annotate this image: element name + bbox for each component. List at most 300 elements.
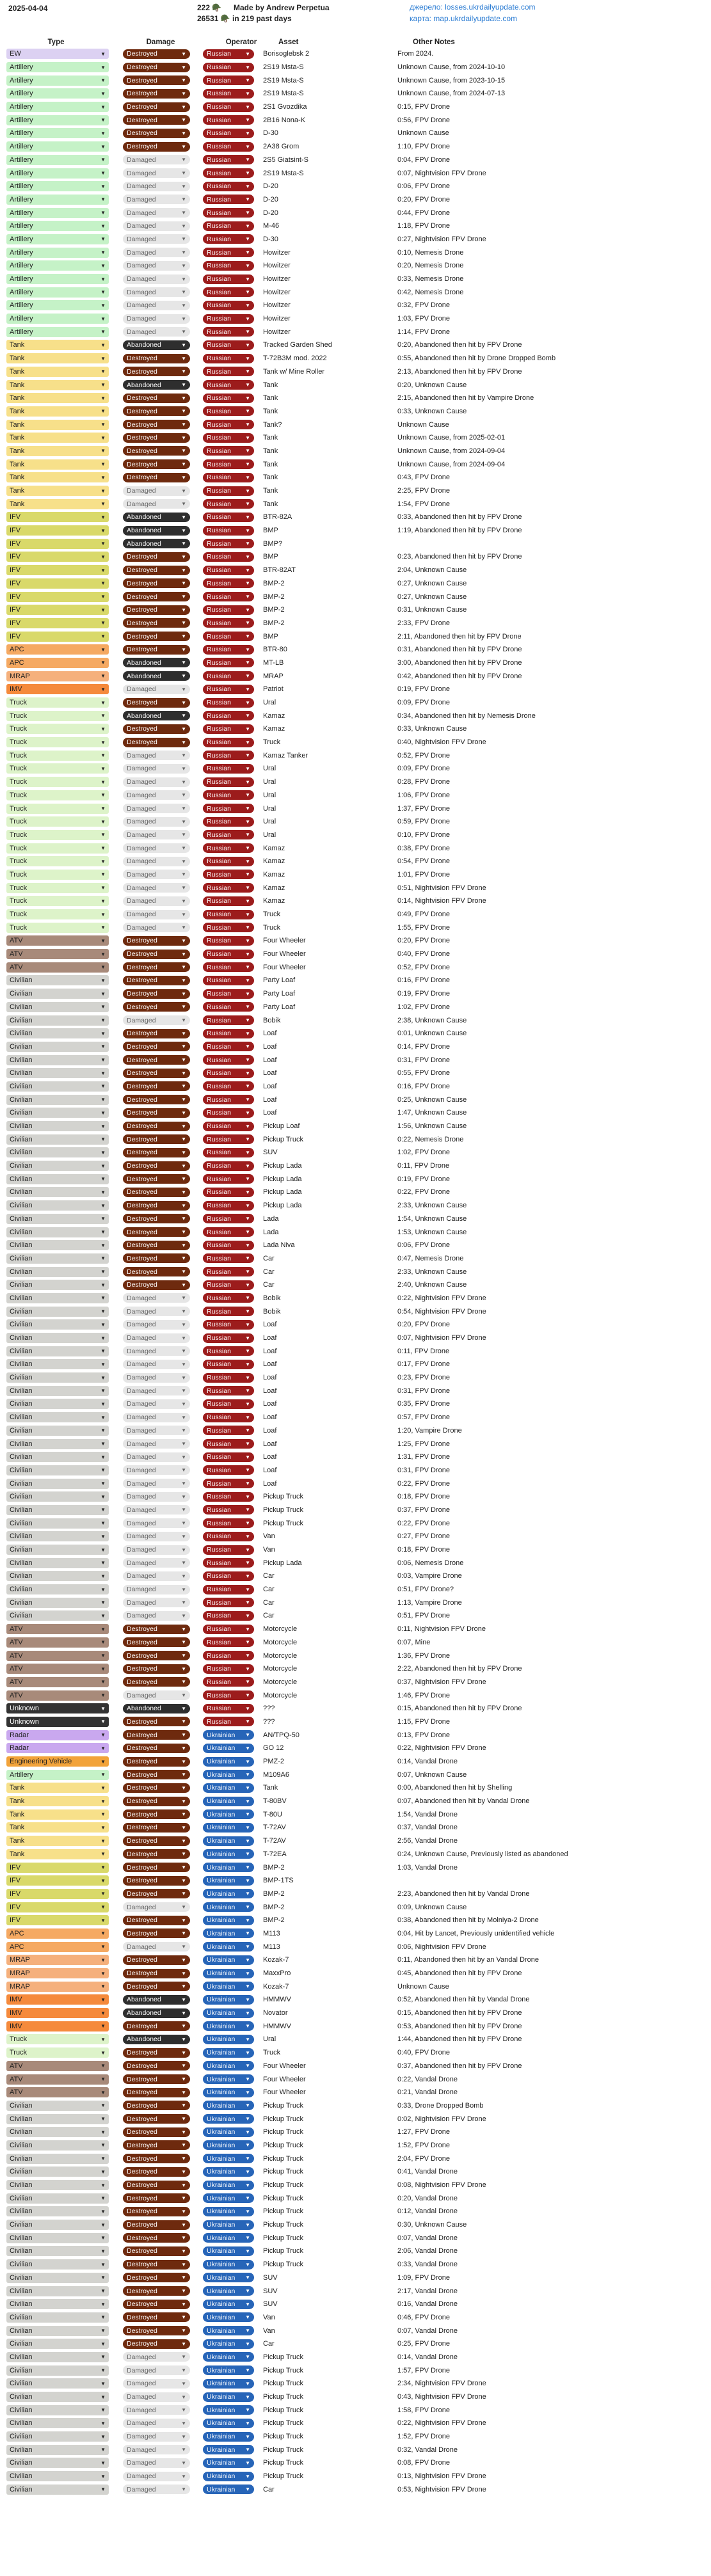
type-select[interactable] [6,2365,109,2376]
damage-select[interactable] [123,764,190,774]
damage-select[interactable] [123,2127,190,2137]
damage-select[interactable] [123,1664,190,1674]
operator-select[interactable] [203,1889,254,1898]
type-select[interactable] [6,856,109,866]
operator-select[interactable] [203,2312,254,2322]
damage-select[interactable] [123,1902,190,1912]
operator-select[interactable] [203,155,254,164]
operator-select[interactable] [203,1413,254,1422]
type-select[interactable] [6,1439,109,1449]
operator-select[interactable] [203,724,254,734]
damage-select[interactable] [123,354,190,363]
operator-select[interactable] [203,2167,254,2177]
damage-select[interactable] [123,1081,190,1091]
type-select[interactable] [6,1928,109,1939]
type-select[interactable] [6,2167,109,2177]
operator-select[interactable] [203,1307,254,1316]
operator-select[interactable] [203,962,254,972]
type-select[interactable] [6,1756,109,1767]
operator-select[interactable] [203,2300,254,2309]
operator-select[interactable] [203,843,254,853]
damage-select[interactable] [123,2061,190,2071]
operator-select[interactable] [203,2154,254,2163]
operator-select[interactable] [203,2246,254,2256]
operator-select[interactable] [203,1571,254,1581]
damage-select[interactable] [123,1995,190,2005]
operator-select[interactable] [203,2405,254,2415]
type-select[interactable] [6,1610,109,1621]
type-select[interactable] [6,1571,109,1581]
type-select[interactable] [6,393,109,403]
operator-select[interactable] [203,1201,254,1211]
type-select[interactable] [6,2339,109,2349]
damage-select[interactable] [123,2379,190,2389]
type-select[interactable] [6,1875,109,1886]
operator-select[interactable] [203,870,254,879]
damage-select[interactable] [123,2458,190,2468]
damage-select[interactable] [123,301,190,310]
type-select[interactable] [6,2286,109,2296]
operator-select[interactable] [203,1532,254,1541]
type-select[interactable] [6,935,109,946]
operator-select[interactable] [203,1081,254,1091]
damage-select[interactable] [123,1545,190,1555]
operator-select[interactable] [203,49,254,59]
damage-select[interactable] [123,2088,190,2097]
damage-select[interactable] [123,618,190,628]
operator-select[interactable] [203,1134,254,1144]
damage-select[interactable] [123,459,190,469]
type-select[interactable] [6,1200,109,1211]
damage-select[interactable] [123,248,190,257]
damage-select[interactable] [123,883,190,893]
type-select[interactable] [6,141,109,152]
damage-select[interactable] [123,1002,190,1012]
type-select[interactable] [6,1690,109,1701]
type-select[interactable] [6,1849,109,1859]
type-select[interactable] [6,962,109,973]
type-select[interactable] [6,1584,109,1594]
damage-select[interactable] [123,1174,190,1184]
type-select[interactable] [6,1002,109,1012]
damage-select[interactable] [123,1969,190,1978]
type-select[interactable] [6,1452,109,1462]
operator-select[interactable] [203,1426,254,1435]
type-select[interactable] [6,1505,109,1515]
type-select[interactable] [6,2378,109,2389]
operator-select[interactable] [203,910,254,919]
type-select[interactable] [6,1187,109,1197]
type-select[interactable] [6,1982,109,1992]
damage-select[interactable] [123,1293,190,1303]
damage-select[interactable] [123,711,190,720]
damage-select[interactable] [123,234,190,244]
damage-select[interactable] [123,2167,190,2177]
damage-select[interactable] [123,2432,190,2442]
operator-select[interactable] [203,685,254,694]
damage-select[interactable] [123,314,190,324]
type-select[interactable] [6,632,109,642]
type-select[interactable] [6,1465,109,1475]
type-select[interactable] [6,1174,109,1184]
type-select[interactable] [6,2047,109,2058]
damage-select[interactable] [123,539,190,548]
operator-select[interactable] [203,2273,254,2282]
type-select[interactable] [6,1359,109,1369]
damage-select[interactable] [123,1148,190,1157]
operator-select[interactable] [203,1625,254,1634]
damage-select[interactable] [123,195,190,204]
operator-select[interactable] [203,1849,254,1859]
damage-select[interactable] [123,2220,190,2230]
damage-select[interactable] [123,2140,190,2150]
damage-select[interactable] [123,843,190,853]
damage-select[interactable] [123,327,190,337]
operator-select[interactable] [203,1333,254,1343]
type-select[interactable] [6,1333,109,1343]
damage-select[interactable] [123,1373,190,1383]
operator-select[interactable] [203,1690,254,1700]
damage-select[interactable] [123,1399,190,1409]
operator-select[interactable] [203,1651,254,1660]
type-select[interactable] [6,578,109,589]
damage-select[interactable] [123,1360,190,1369]
damage-select[interactable] [123,1413,190,1422]
operator-select[interactable] [203,2352,254,2362]
operator-select[interactable] [203,1783,254,1793]
damage-select[interactable] [123,2419,190,2428]
operator-select[interactable] [203,499,254,509]
operator-select[interactable] [203,2445,254,2454]
type-select[interactable] [6,2101,109,2111]
damage-select[interactable] [123,989,190,999]
damage-select[interactable] [123,1717,190,1726]
damage-select[interactable] [123,632,190,641]
operator-select[interactable] [203,738,254,747]
operator-select[interactable] [203,287,254,297]
type-select[interactable] [6,1558,109,1568]
operator-select[interactable] [203,2127,254,2137]
operator-select[interactable] [203,1637,254,1647]
type-select[interactable] [6,1994,109,2005]
type-select[interactable] [6,2206,109,2216]
operator-select[interactable] [203,566,254,575]
type-select[interactable] [6,221,109,231]
damage-select[interactable] [123,1651,190,1660]
operator-select[interactable] [203,1876,254,1886]
damage-select[interactable] [123,910,190,919]
damage-select[interactable] [123,790,190,800]
type-select[interactable] [6,1028,109,1038]
operator-select[interactable] [203,1360,254,1369]
operator-select[interactable] [203,76,254,85]
type-select[interactable] [6,1624,109,1634]
type-select[interactable] [6,367,109,377]
operator-select[interactable] [203,221,254,231]
damage-select[interactable] [123,1253,190,1263]
damage-select[interactable] [123,1770,190,1779]
damage-select[interactable] [123,1227,190,1237]
damage-select[interactable] [123,1055,190,1065]
damage-select[interactable] [123,950,190,959]
type-select[interactable] [6,1386,109,1396]
operator-select[interactable] [203,1069,254,1078]
damage-select[interactable] [123,1307,190,1316]
operator-select[interactable] [203,539,254,548]
type-select[interactable] [6,1968,109,1978]
operator-select[interactable] [203,1492,254,1502]
type-select[interactable] [6,2418,109,2428]
damage-select[interactable] [123,976,190,985]
operator-select[interactable] [203,671,254,681]
type-select[interactable] [6,711,109,721]
type-select[interactable] [6,1796,109,1806]
damage-select[interactable] [123,1108,190,1118]
type-select[interactable] [6,1664,109,1674]
operator-select[interactable] [203,1346,254,1356]
operator-select[interactable] [203,208,254,218]
damage-select[interactable] [123,1095,190,1104]
damage-select[interactable] [123,2048,190,2058]
operator-select[interactable] [203,1373,254,1383]
operator-select[interactable] [203,632,254,641]
operator-select[interactable] [203,1505,254,1515]
damage-select[interactable] [123,1201,190,1211]
type-select[interactable] [6,605,109,615]
damage-select[interactable] [123,923,190,932]
type-select[interactable] [6,2233,109,2243]
damage-select[interactable] [123,526,190,536]
type-select[interactable] [6,2431,109,2442]
type-select[interactable] [6,155,109,165]
operator-select[interactable] [203,2472,254,2481]
damage-select[interactable] [123,1571,190,1581]
operator-select[interactable] [203,1386,254,1395]
type-select[interactable] [6,1095,109,1105]
type-select[interactable] [6,684,109,694]
damage-select[interactable] [123,605,190,615]
damage-select[interactable] [123,2154,190,2163]
type-select[interactable] [6,1081,109,1092]
damage-select[interactable] [123,1744,190,1753]
operator-select[interactable] [203,1029,254,1038]
damage-select[interactable] [123,2472,190,2481]
type-select[interactable] [6,2193,109,2204]
damage-select[interactable] [123,592,190,601]
operator-select[interactable] [203,2193,254,2203]
type-select[interactable] [6,499,109,509]
type-select[interactable] [6,763,109,774]
damage-select[interactable] [123,1585,190,1594]
damage-select[interactable] [123,2008,190,2018]
type-select[interactable] [6,512,109,522]
operator-select[interactable] [203,1955,254,1965]
type-select[interactable] [6,1637,109,1648]
operator-select[interactable] [203,2021,254,2031]
type-select[interactable] [6,1134,109,1145]
type-select[interactable] [6,830,109,840]
damage-select[interactable] [123,1757,190,1767]
damage-select[interactable] [123,1122,190,1131]
operator-select[interactable] [203,1214,254,1223]
operator-select[interactable] [203,2008,254,2018]
type-select[interactable] [6,1915,109,1925]
type-select[interactable] [6,883,109,893]
operator-select[interactable] [203,1611,254,1621]
operator-select[interactable] [203,1969,254,1978]
operator-select[interactable] [203,1982,254,1991]
type-select[interactable] [6,1426,109,1436]
damage-select[interactable] [123,340,190,350]
damage-select[interactable] [123,2101,190,2110]
operator-select[interactable] [203,1545,254,1555]
damage-select[interactable] [123,287,190,297]
damage-select[interactable] [123,1916,190,1925]
operator-select[interactable] [203,777,254,787]
damage-select[interactable] [123,1333,190,1343]
operator-select[interactable] [203,923,254,932]
damage-select[interactable] [123,1876,190,1886]
operator-select[interactable] [203,1267,254,1276]
type-select[interactable] [6,843,109,854]
operator-select[interactable] [203,578,254,588]
type-select[interactable] [6,1651,109,1661]
operator-select[interactable] [203,764,254,774]
type-select[interactable] [6,644,109,655]
damage-select[interactable] [123,804,190,813]
operator-select[interactable] [203,1095,254,1104]
damage-select[interactable] [123,1452,190,1462]
map-link[interactable]: карта: map.ukrdailyupdate.com [410,14,518,23]
damage-select[interactable] [123,2035,190,2044]
type-select[interactable] [6,2180,109,2190]
damage-select[interactable] [123,552,190,562]
damage-select[interactable] [123,1505,190,1515]
damage-select[interactable] [123,2312,190,2322]
damage-select[interactable] [123,1320,190,1330]
type-select[interactable] [6,88,109,99]
operator-select[interactable] [203,2485,254,2494]
operator-select[interactable] [203,1452,254,1462]
type-select[interactable] [6,1809,109,1820]
operator-select[interactable] [203,1148,254,1157]
type-select[interactable] [6,2259,109,2270]
operator-select[interactable] [203,1677,254,1687]
type-select[interactable] [6,1889,109,1899]
operator-select[interactable] [203,1863,254,1872]
type-select[interactable] [6,208,109,218]
damage-select[interactable] [123,1889,190,1898]
type-select[interactable] [6,1902,109,1912]
operator-select[interactable] [203,261,254,271]
type-select[interactable] [6,618,109,628]
type-select[interactable] [6,1214,109,1224]
damage-select[interactable] [123,142,190,152]
operator-select[interactable] [203,1174,254,1184]
type-select[interactable] [6,525,109,536]
operator-select[interactable] [203,2207,254,2216]
type-select[interactable] [6,195,109,205]
type-select[interactable] [6,989,109,999]
damage-select[interactable] [123,566,190,575]
damage-select[interactable] [123,89,190,99]
type-select[interactable] [6,737,109,747]
operator-select[interactable] [203,976,254,985]
damage-select[interactable] [123,406,190,416]
damage-select[interactable] [123,2021,190,2031]
damage-select[interactable] [123,115,190,125]
damage-select[interactable] [123,1015,190,1025]
operator-select[interactable] [203,2181,254,2190]
type-select[interactable] [6,1677,109,1687]
type-select[interactable] [6,1399,109,1409]
operator-select[interactable] [203,2114,254,2124]
damage-select[interactable] [123,2273,190,2282]
damage-select[interactable] [123,1928,190,1938]
damage-select[interactable] [123,367,190,376]
operator-select[interactable] [203,142,254,152]
damage-select[interactable] [123,168,190,178]
damage-select[interactable] [123,513,190,522]
operator-select[interactable] [203,2379,254,2389]
type-select[interactable] [6,1280,109,1290]
damage-select[interactable] [123,486,190,496]
type-select[interactable] [6,671,109,681]
damage-select[interactable] [123,1518,190,1528]
type-select[interactable] [6,1346,109,1356]
damage-select[interactable] [123,1982,190,1991]
damage-select[interactable] [123,2365,190,2375]
type-select[interactable] [6,2034,109,2044]
operator-select[interactable] [203,1598,254,1607]
damage-select[interactable] [123,2207,190,2216]
type-select[interactable] [6,1412,109,1422]
operator-select[interactable] [203,2088,254,2097]
operator-select[interactable] [203,2419,254,2428]
damage-select[interactable] [123,1836,190,1846]
damage-select[interactable] [123,261,190,271]
damage-select[interactable] [123,1479,190,1488]
operator-select[interactable] [203,1188,254,1197]
operator-select[interactable] [203,896,254,906]
operator-select[interactable] [203,1770,254,1779]
type-select[interactable] [6,1147,109,1157]
type-select[interactable] [6,724,109,734]
operator-select[interactable] [203,63,254,72]
damage-select[interactable] [123,817,190,827]
type-select[interactable] [6,2405,109,2415]
operator-select[interactable] [203,698,254,708]
damage-select[interactable] [123,2260,190,2270]
operator-select[interactable] [203,1797,254,1806]
operator-select[interactable] [203,1902,254,1912]
type-select[interactable] [6,446,109,456]
damage-select[interactable] [123,420,190,429]
operator-select[interactable] [203,1002,254,1012]
operator-select[interactable] [203,513,254,522]
type-select[interactable] [6,1293,109,1303]
type-select[interactable] [6,697,109,708]
damage-select[interactable] [123,896,190,906]
damage-select[interactable] [123,1386,190,1395]
operator-select[interactable] [203,1704,254,1713]
type-select[interactable] [6,1121,109,1131]
type-select[interactable] [6,128,109,138]
type-select[interactable] [6,552,109,562]
damage-select[interactable] [123,155,190,164]
operator-select[interactable] [203,1664,254,1674]
type-select[interactable] [6,287,109,298]
